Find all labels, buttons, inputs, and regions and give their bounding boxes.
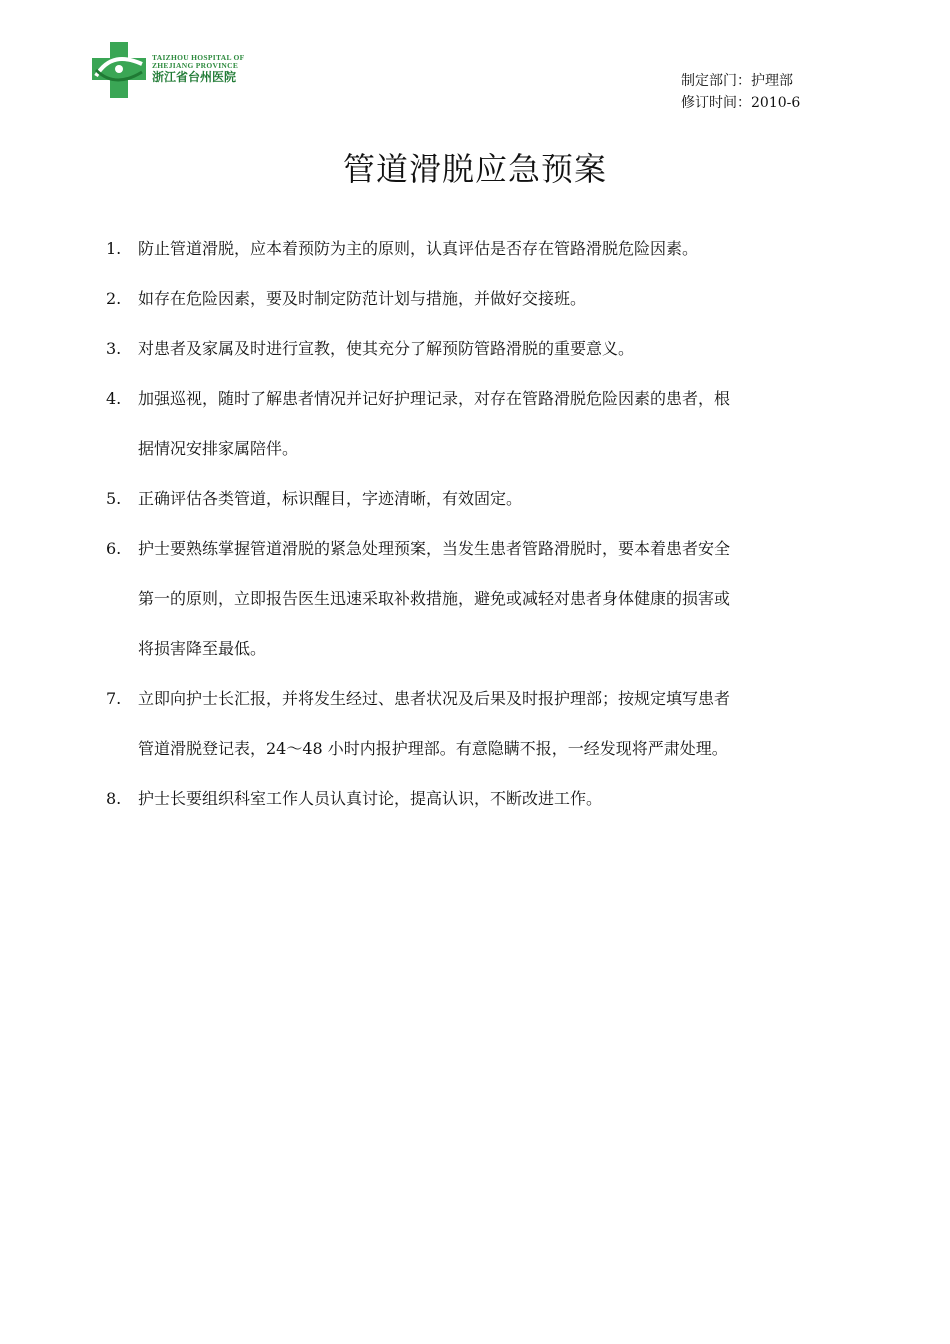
page-title: 管道滑脱应急预案 bbox=[342, 150, 607, 188]
item-number: 6. bbox=[106, 539, 122, 558]
item-text-line: 据情况安排家属陪伴。 bbox=[138, 439, 299, 458]
item-number: 1. bbox=[106, 239, 122, 258]
item-number: 2. bbox=[106, 289, 122, 308]
list-item bbox=[100, 286, 860, 311]
list-item bbox=[100, 686, 860, 761]
list-item bbox=[100, 536, 860, 661]
item-text-line: 护士长要组织科室工作人员认真讨论，提高认识，不断改进工作。 bbox=[138, 789, 603, 808]
plan-item-list bbox=[100, 236, 860, 836]
item-number: 4. bbox=[106, 389, 122, 408]
item-number: 8. bbox=[106, 789, 122, 808]
item-text-line: 第一的原则，立即报告医生迅速采取补救措施，避免或减轻对患者身体健康的损害或 bbox=[138, 589, 731, 608]
list-item bbox=[100, 386, 860, 461]
item-text-line: 立即向护士长汇报，并将发生经过、患者状况及后果及时报护理部；按规定填写患者 bbox=[138, 689, 731, 708]
list-item bbox=[100, 236, 860, 261]
item-text-line: 正确评估各类管道，标识醒目，字迹清晰，有效固定。 bbox=[138, 489, 523, 508]
item-text-line: 加强巡视，随时了解患者情况并记好护理记录，对存在管路滑脱危险因素的患者，根 bbox=[138, 389, 731, 408]
logo-text bbox=[152, 54, 245, 83]
item-number: 3. bbox=[106, 339, 122, 358]
item-text-line: 护士要熟练掌握管道滑脱的紧急处理预案，当发生患者管路滑脱时，要本着患者安全 bbox=[138, 539, 731, 558]
item-number: 5. bbox=[106, 489, 122, 508]
department-label: 制定部门：护理部 bbox=[681, 73, 793, 89]
item-text-line: 将损害降至最低。 bbox=[138, 639, 267, 658]
item-text-line: 如存在危险因素，要及时制定防范计划与措施，并做好交接班。 bbox=[138, 289, 587, 308]
list-item bbox=[100, 786, 860, 811]
list-item bbox=[100, 486, 860, 511]
hospital-cross-icon bbox=[90, 40, 150, 100]
list-item bbox=[100, 336, 860, 361]
hospital-logo bbox=[90, 40, 260, 100]
item-text-line: 对患者及家属及时进行宣教，使其充分了解预防管路滑脱的重要意义。 bbox=[138, 339, 635, 358]
item-text-line: 管道滑脱登记表，24～48 小时内报护理部。有意隐瞒不报，一经发现将严肃处理。 bbox=[138, 739, 728, 758]
item-number: 7. bbox=[106, 689, 122, 708]
document-meta bbox=[681, 70, 800, 114]
item-text-line: 防止管道滑脱，应本着预防为主的原则，认真评估是否存在管路滑脱危险因素。 bbox=[138, 239, 699, 258]
logo-english-line-2: ZHEJIANG PROVINCE bbox=[152, 60, 239, 70]
logo-chinese-name: 浙江省台州医院 bbox=[152, 70, 237, 84]
logo-english-line-1: TAIZHOU HOSPITAL OF bbox=[152, 53, 245, 62]
revision-date-label: 修订时间：2010-6 bbox=[681, 95, 801, 111]
